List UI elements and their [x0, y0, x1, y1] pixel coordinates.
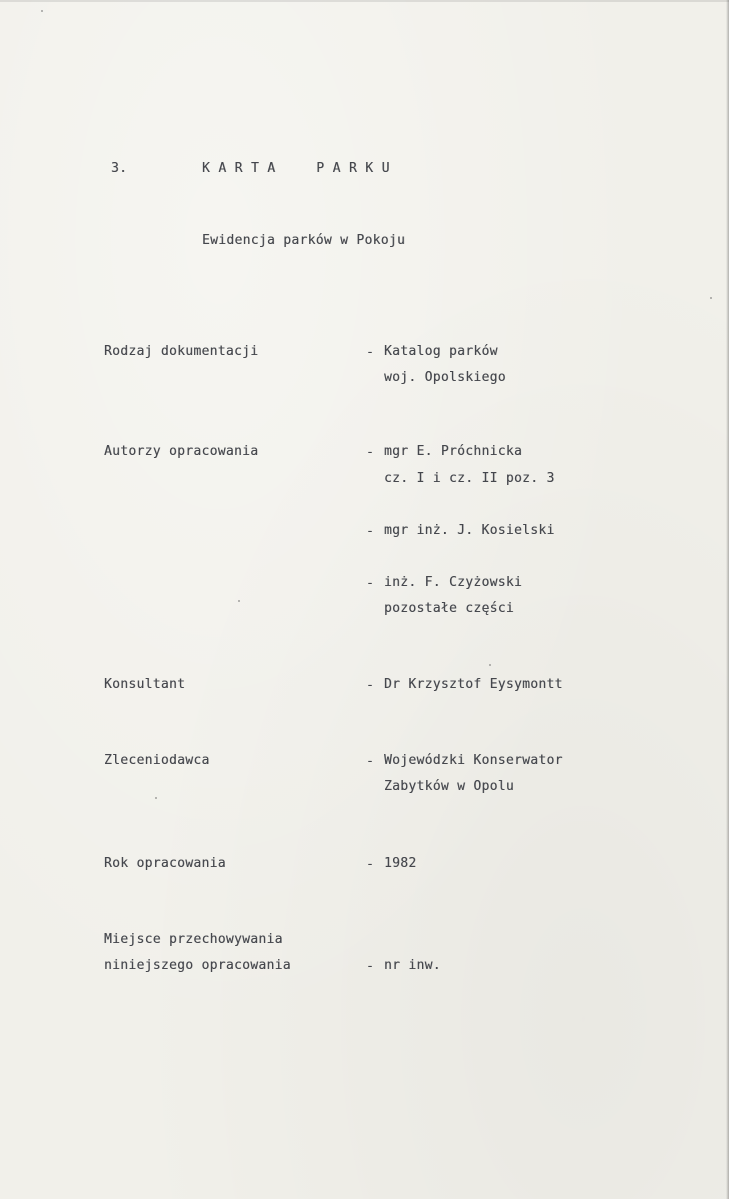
field-label-autorzy: Autorzy opracowania [104, 444, 259, 459]
field-value-miejsce: nr inw. [384, 958, 441, 973]
field-dash-zleceniodawca: - [366, 754, 375, 769]
paper-speck [489, 664, 491, 666]
page-title: KARTA PARKU [202, 161, 398, 176]
field-value-author3-line2: pozostałe części [384, 601, 515, 616]
field-value-zleceniodawca-line2: Zabytków w Opolu [384, 779, 515, 794]
field-value-rok: 1982 [384, 856, 417, 871]
field-value-author2-line1: mgr inż. J. Kosielski [384, 523, 555, 538]
field-label-miejsce-line1: Miejsce przechowywania [104, 932, 283, 947]
field-value-author3-line1: inż. F. Czyżowski [384, 575, 523, 590]
paper-top-edge [0, 0, 729, 2]
paper-speck [238, 600, 240, 602]
field-value-author1-line2: cz. I i cz. II poz. 3 [384, 471, 555, 486]
field-value-konsultant: Dr Krzysztof Eysymontt [384, 677, 563, 692]
paper-speck [710, 297, 712, 299]
field-value-author1-line1: mgr E. Próchnicka [384, 444, 523, 459]
field-label-zleceniodawca: Zleceniodawca [104, 753, 210, 768]
field-value-dokumentacja-line1: Katalog parków [384, 344, 498, 359]
field-dash-konsultant: - [366, 678, 375, 693]
field-dash-rok: - [366, 857, 375, 872]
field-label-konsultant: Konsultant [104, 677, 186, 692]
field-dash-dokumentacja: - [366, 345, 375, 360]
field-value-zleceniodawca-line1: Wojewódzki Konserwator [384, 753, 563, 768]
field-label-rok: Rok opracowania [104, 856, 226, 871]
paper-speck [41, 10, 43, 12]
section-number: 3. [111, 161, 128, 176]
field-dash-author2: - [366, 524, 375, 539]
paper-speck [155, 797, 157, 799]
field-value-dokumentacja-line2: woj. Opolskiego [384, 370, 506, 385]
field-dash-author1: - [366, 445, 375, 460]
field-dash-miejsce: - [366, 959, 375, 974]
field-dash-author3: - [366, 576, 375, 591]
field-label-miejsce-line2: niniejszego opracowania [104, 958, 291, 973]
field-label-dokumentacja: Rodzaj dokumentacji [104, 344, 259, 359]
page-subtitle: Ewidencja parków w Pokoju [202, 233, 406, 248]
